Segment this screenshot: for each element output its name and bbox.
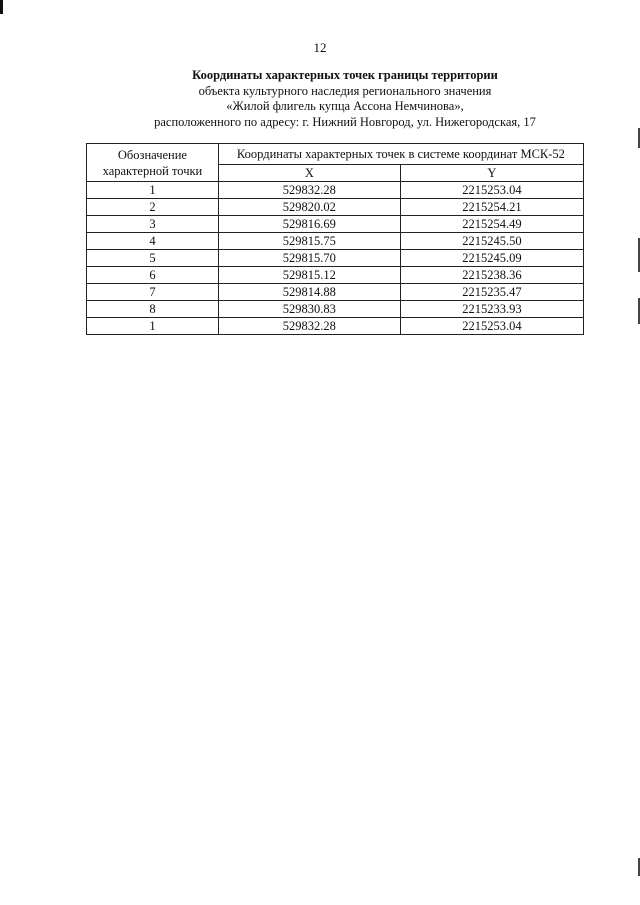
coordinates-table [86, 143, 584, 335]
document-heading [60, 68, 630, 130]
cell-point: 3 [87, 216, 219, 233]
table-row [87, 301, 584, 318]
cell-y: 2215245.09 [400, 250, 583, 267]
document-title: Координаты характерных точек границы территории [192, 68, 498, 82]
table-body [87, 182, 584, 335]
scan-edge-mark [0, 0, 3, 14]
heading-line-address: расположенного по адресу: г. Нижний Новгород, ул. Нижегородская, 17 [154, 114, 536, 129]
cell-y: 2215253.04 [400, 182, 583, 199]
page-number: 12 [313, 40, 327, 55]
cell-y: 2215245.50 [400, 233, 583, 250]
cell-y: 2215233.93 [400, 301, 583, 318]
cell-point: 2 [87, 199, 219, 216]
table-row [87, 318, 584, 335]
cell-x: 529815.70 [218, 250, 400, 267]
table-row [87, 233, 584, 250]
table-row [87, 182, 584, 199]
cell-point: 7 [87, 284, 219, 301]
cell-x: 529816.69 [218, 216, 400, 233]
cell-x: 529832.28 [218, 182, 400, 199]
cell-y: 2215254.21 [400, 199, 583, 216]
table-row [87, 199, 584, 216]
table-row [87, 267, 584, 284]
header-point-designation: Обозначение характерной точки [87, 144, 219, 182]
cell-y: 2215253.04 [400, 318, 583, 335]
cell-point: 4 [87, 233, 219, 250]
cell-y: 2215254.49 [400, 216, 583, 233]
table-header [87, 144, 584, 182]
cell-point: 5 [87, 250, 219, 267]
cell-point: 1 [87, 182, 219, 199]
cell-x: 529820.02 [218, 199, 400, 216]
cell-y: 2215235.47 [400, 284, 583, 301]
table-row [87, 284, 584, 301]
table-header-row [87, 144, 584, 165]
header-coordinates: Координаты характерных точек в системе координат МСК-52 [218, 144, 583, 165]
heading-line-name: «Жилой флигель купца Ассона Немчинова», [226, 99, 464, 113]
cell-point: 1 [87, 318, 219, 335]
heading-line-object: объекта культурного наследия регионального значения [198, 83, 492, 98]
cell-x: 529814.88 [218, 284, 400, 301]
table-row [87, 216, 584, 233]
header-x: X [218, 165, 400, 182]
cell-point: 8 [87, 301, 219, 318]
header-y: Y [400, 165, 583, 182]
table-row [87, 250, 584, 267]
cell-x: 529830.83 [218, 301, 400, 318]
cell-x: 529815.12 [218, 267, 400, 284]
cell-x: 529832.28 [218, 318, 400, 335]
cell-point: 6 [87, 267, 219, 284]
cell-x: 529815.75 [218, 233, 400, 250]
cell-y: 2215238.36 [400, 267, 583, 284]
